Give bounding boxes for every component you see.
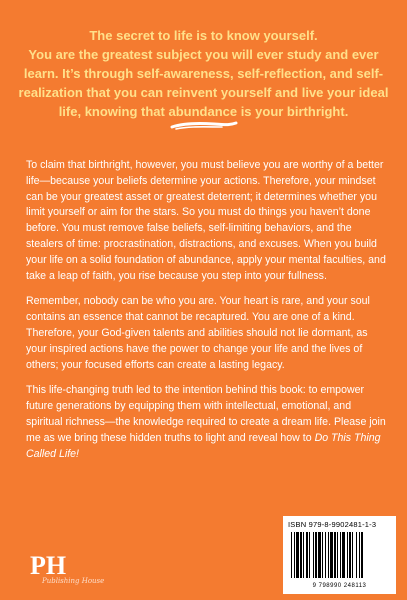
body-paragraph-2: Remember, nobody can be who you are. Your heart is rare, and your soul contains an essence that cannot be recaptured. You are one of a kind. Therefore, your God-given talents and abilities should not lie dormant, as your inspired actions have the power to change your life and the lives of others; your focused efforts can create a lasting legacy. bbox=[26, 295, 370, 371]
headline-line-1: The secret to life is to know yourself. bbox=[89, 28, 318, 43]
svg-text:Publishing House: Publishing House bbox=[42, 577, 105, 585]
body-paragraph-1: To claim that birthright, however, you must believe you are worthy of a better life—because your beliefs determine your actions. Therefore, your mindset can be your greatest asset or greatest deterrent; it determines whether you limit yourself or aim for the stars. So you must do things you haven’t done before. You must remove false beliefs, self-limiting behaviors, and the stealers of time: procrastination, distractions, and excuses. When you build your life on a solid foundation of abundance, apply your mental faculties, and take a leap of faith, you rise because you step into your fullness. bbox=[26, 159, 386, 282]
isbn-barcode bbox=[283, 516, 396, 594]
headline-line-2: You are the greatest subject you will ever study and ever learn. It’s through self-awareness, self-reflection, and self-realization that you can reinvent yourself and live your ideal life, knowing that abundance is your birthright. bbox=[18, 47, 389, 119]
headline-block bbox=[0, 0, 407, 121]
svg-text:PH: PH bbox=[30, 551, 67, 580]
publisher-logo bbox=[28, 546, 105, 586]
body-text bbox=[26, 158, 386, 472]
body-paragraph-3-text: This life-changing truth led to the intention behind this book: to empower future generations by equipping them with intellectual, emotional, and spiritual richness—the knowledge required to create a dream life. Please join me as we bring these hidden truths to light and reveal how to bbox=[26, 384, 386, 444]
brush-divider-icon bbox=[170, 118, 238, 132]
barcode-icon bbox=[288, 532, 391, 586]
book-title: Do This Thing Called Life! bbox=[26, 431, 381, 460]
isbn-label: ISBN 979-8-9902481-1-3 bbox=[288, 520, 377, 529]
body-paragraph-3 bbox=[26, 383, 386, 462]
barcode-digits: 9 798990 248113 bbox=[312, 583, 367, 589]
